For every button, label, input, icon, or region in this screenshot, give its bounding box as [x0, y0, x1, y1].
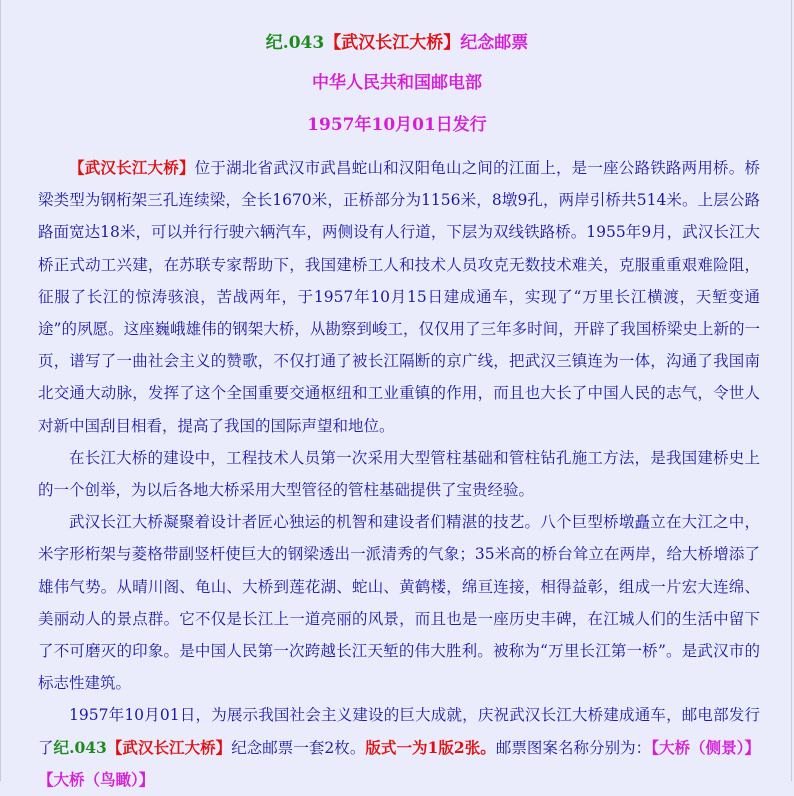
stamp-name: 【武汉长江大桥】	[324, 33, 461, 53]
paragraph-3: 武汉长江大桥凝聚着设计者匠心独运的机智和建设者们精湛的技艺。八个巨型桥墩矗立在大江之中，米字形桁架与菱格带副竖杆使巨大的钢梁透出一派清秀的气象；35米高的桥台耸立在两岸，给大桥增添了雄伟气势。从晴川阁、龟山、大桥到莲花湖、蛇山、黄鹤楼，绵亘连接，相得益彰，组成一片宏大连绵、美丽动人的景点群。它不仅是长江上一道亮丽的风景，而且也是一座历史丰碑，在江城人们的生活中留下了不可磨灭的印象。是中国人民第一次跨越长江天堑的伟大胜利。被称为“万里长江第一桥”。是武汉市的标志性建筑。	[38, 513, 760, 693]
design-name-2: 【大桥（鸟瞰）】	[38, 769, 155, 789]
paragraph-1	[38, 152, 760, 442]
bridge-name-highlight: 【武汉长江大桥】	[69, 158, 195, 177]
paragraph-2: 在长江大桥的建设中，工程技术人员第一次采用大型管柱基础和管柱钻孔施工方法，是我国建桥史上的一个创举，为以后各地大桥采用大型管径的管柱基础提供了宝贵经验。	[38, 448, 760, 500]
paragraph-4	[38, 699, 760, 796]
issuer: 中华人民共和国邮电部	[312, 73, 482, 93]
paragraph-4-code: 纪.043	[53, 737, 107, 757]
format-note: 版式一为1版2张。	[365, 737, 496, 757]
paragraph-4-name: 【武汉长江大桥】	[106, 737, 232, 757]
design-name-1: 【大桥（侧景）】	[651, 737, 760, 757]
issue-date: 1957年10月01日发行	[307, 115, 487, 135]
stamp-title	[0, 28, 794, 53]
paragraph-4-text-c: 邮票图案名称分别为：	[495, 738, 652, 757]
paragraph-4-text-b: 纪念邮票一套2枚。	[231, 738, 366, 757]
stamp-code: 纪.043	[265, 33, 325, 53]
stamp-title-suffix: 纪念邮票	[460, 33, 529, 53]
paragraph-4-text-a: 1957年10月01日，为展示我国社会主义建设的巨大成就，庆祝武汉长江大桥建成通车，邮电部发行了	[38, 706, 760, 757]
article-body	[38, 152, 760, 796]
paragraph-1-text: 位于湖北省武汉市武昌蛇山和汉阳龟山之间的江面上，是一座公路铁路两用桥。桥梁类型为钢桁架三孔连续梁，全长1670米，正桥部分为1156米，8墩9孔，两岸引桥共514米。上层公路路面宽达18米，可以并行行驶六辆汽车，两侧设有人行道，下层为双线铁路桥。1955年9月，武汉长江大桥正式动工兴建，在苏联专家帮助下，我国建桥工人和技术人员攻克无数技术难关，克服重重艰难险阻，征服了长江的惊涛骇浪，苦战两年，于1957年10月15日建成通车，实现了“万里长江横渡，天堑变通途”的夙愿。这座巍峨雄伟的钢架大桥，从勘察到峻工，仅仅用了三年多时间，开辟了我国桥梁史上新的一页，谱写了一曲社会主义的赞歌，不仅打通了被长江隔断的京广线，把武汉三镇连为一体，沟通了我国南北交通大动脉，发挥了这个全国重要交通枢纽和工业重镇的作用，而且也大长了中国人民的志气，令世人对新中国刮目相看，提高了我国的国际声望和地位。	[38, 159, 760, 435]
